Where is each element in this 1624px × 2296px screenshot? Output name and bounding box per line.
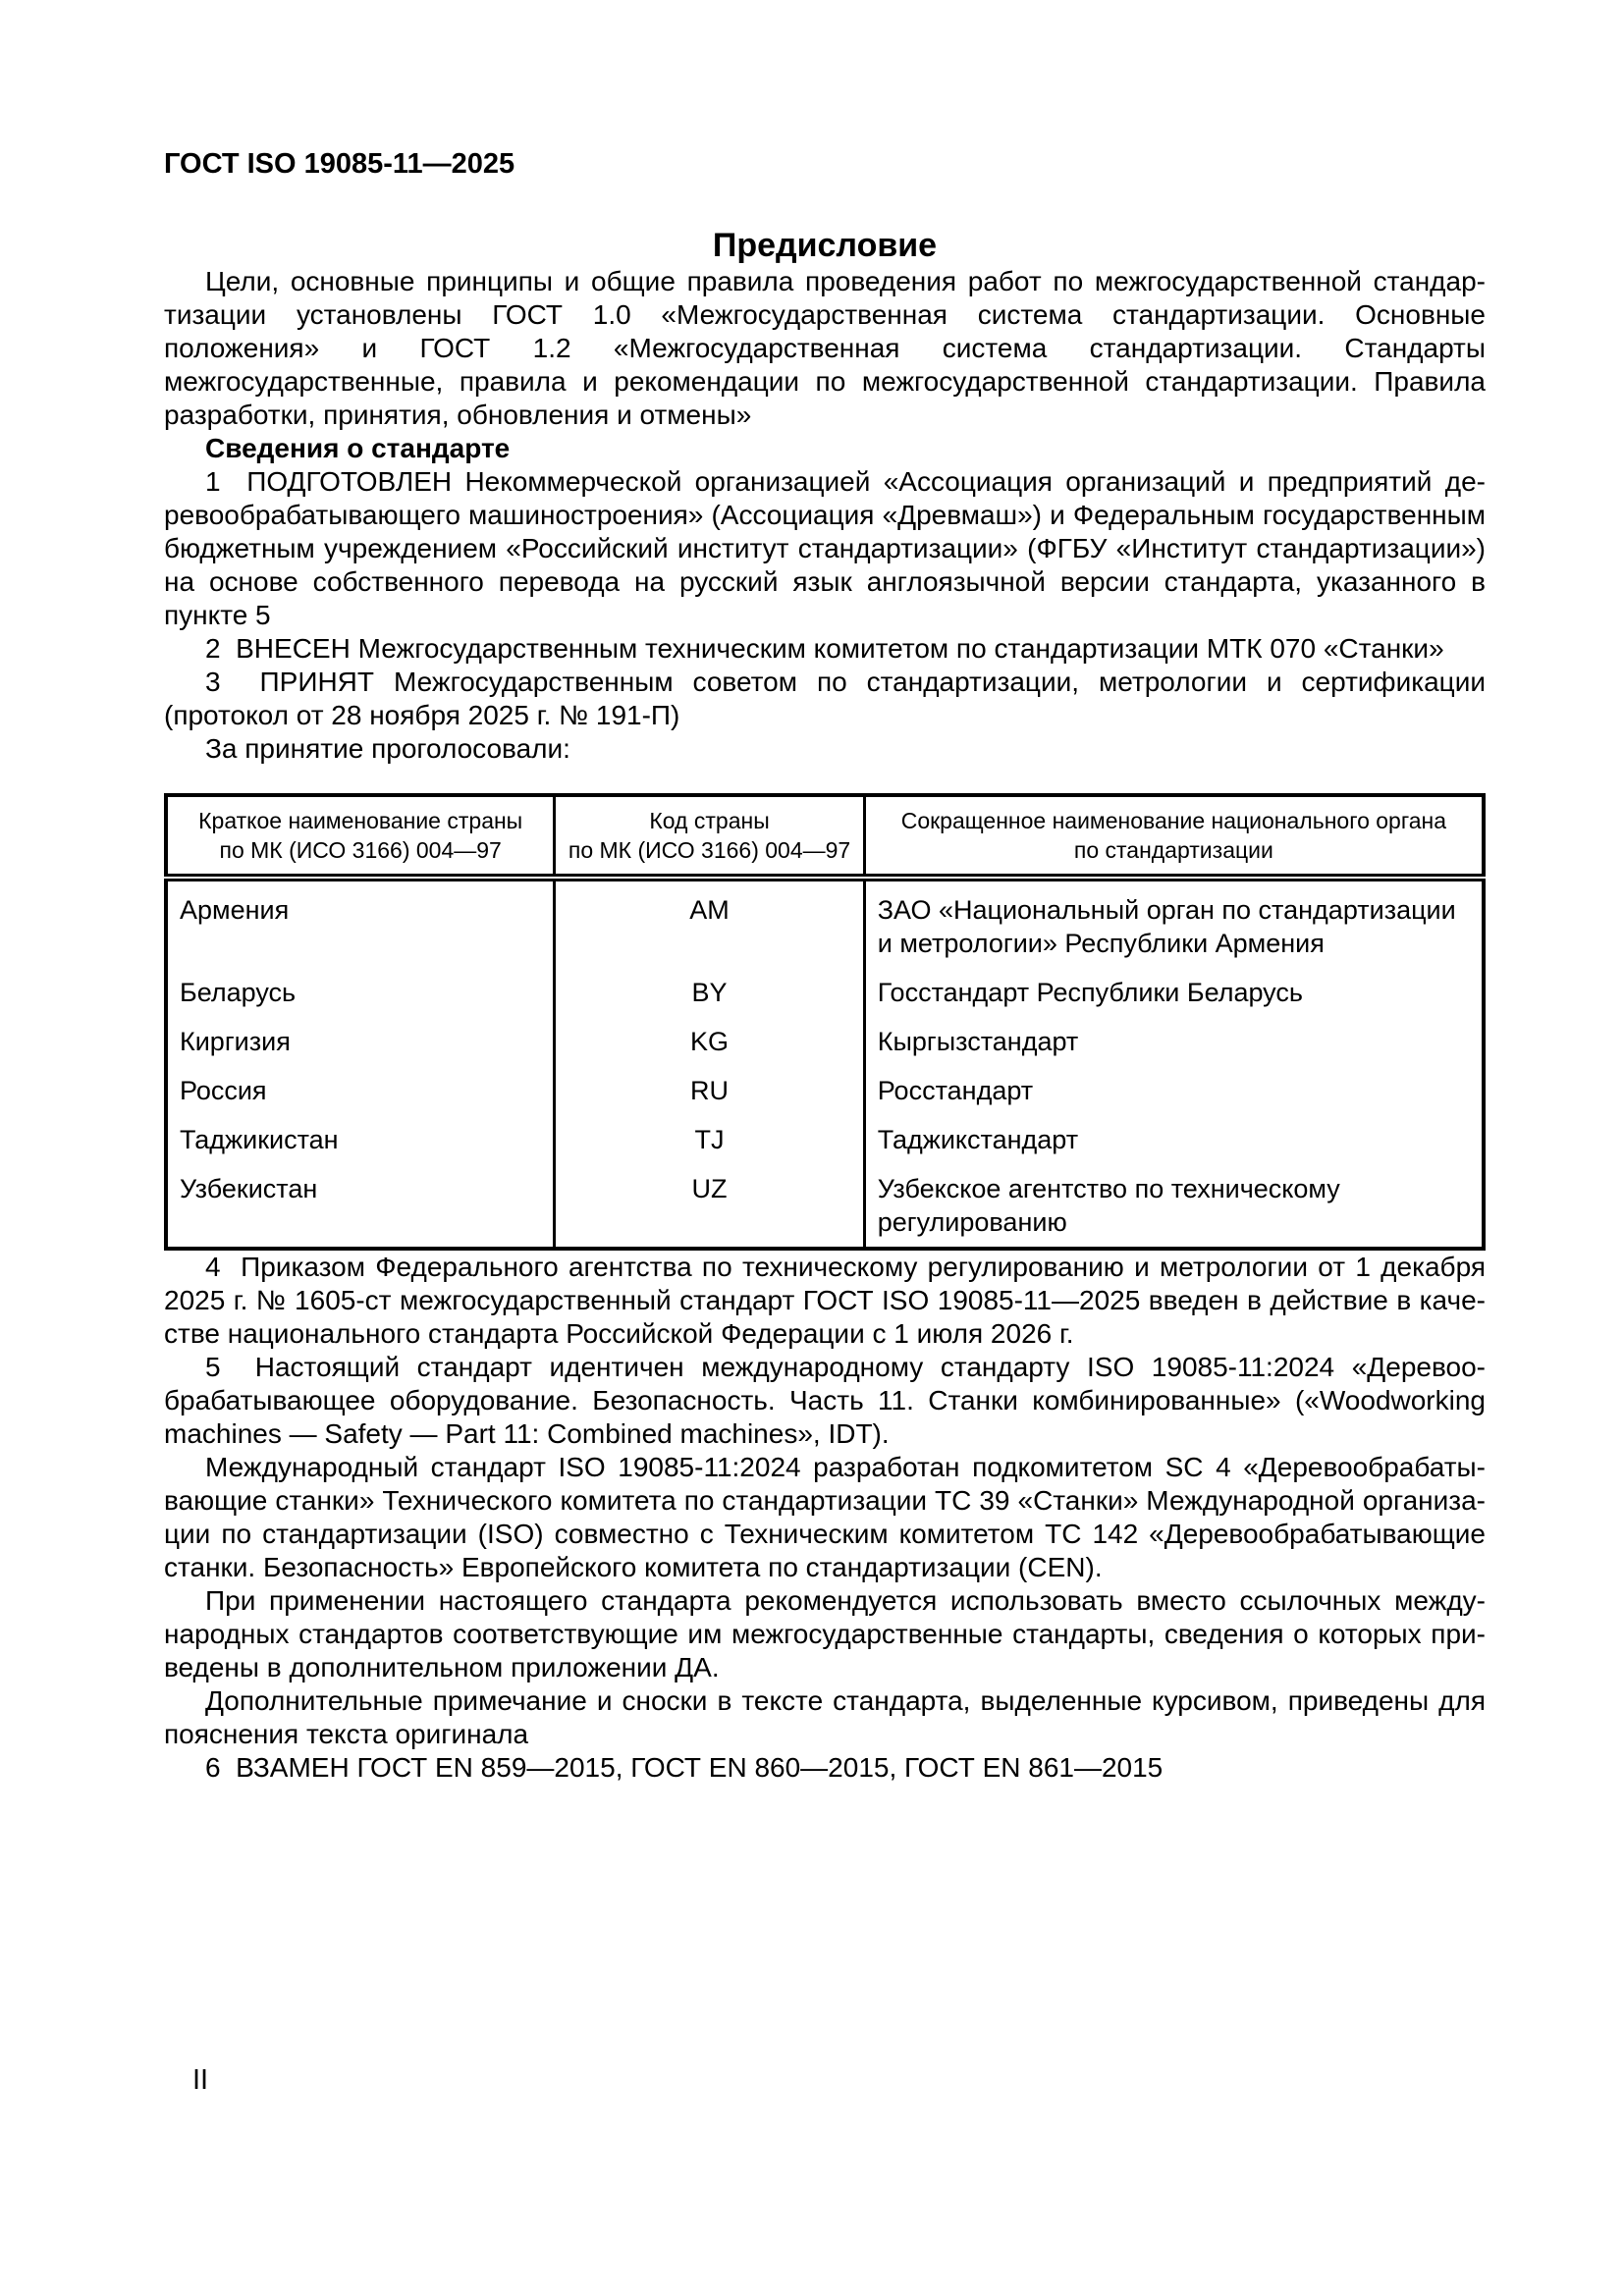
table-row (166, 1164, 1484, 1249)
table-row (166, 1115, 1484, 1164)
page-title: Предисловие (712, 227, 938, 264)
foreword-item-5-note-2: При применении настоящего стандарта рекомендуется использовать вместо ссылочных международных стандартов соответствующие им межгосударственные стандарты, сведения о которых приведены в дополнительном приложении ДА. (164, 1585, 1486, 1682)
column-header-country-line-1: Краткое наименование страны (198, 808, 523, 833)
table-header-row (166, 795, 1484, 878)
cell-country-code: RU (555, 1066, 864, 1115)
column-header-org-line-2: по стандартизации (1073, 837, 1273, 863)
cell-standards-org: Кыргызстандарт (864, 1017, 1484, 1066)
foreword-item-6: 6 ВЗАМЕН ГОСТ EN 859—2015, ГОСТ EN 860—2015, ГОСТ EN 861—2015 (205, 1752, 1164, 1783)
voting-countries-table (164, 793, 1486, 1251)
foreword-item-4: 4 Приказом Федерального агентства по техническому регулированию и метрологии от 1 декабря 2025 г. № 1605-ст межгосударственный стандарт ГОСТ ISO 19085-11—2025 введен в действие в качестве национального стандарта Российской Федерации с 1 июля 2026 г. (164, 1252, 1486, 1349)
column-header-org-line-1: Сокращенное наименование национального органа (900, 808, 1447, 833)
cell-country-code: UZ (555, 1164, 864, 1249)
cell-country-code: TJ (555, 1115, 864, 1164)
column-header-country-line-2: по МК (ИСО 3166) 004—97 (219, 837, 502, 863)
foreword-intro-paragraph: Цели, основные принципы и общие правила проведения работ по межгосударственной стандартизации установлены ГОСТ 1.0 «Межгосударственная система стандартизации. Основные положения» и ГОСТ 1.2 «Межгосударственная система стандартизации. Стандарты межгосударственные, правила и рекомендации по межгосударственной стандартизации. Правила разработки, принятия, обновления и отмены» (164, 266, 1486, 430)
cell-country: Таджикистан (166, 1115, 555, 1164)
cell-standards-org: Госстандарт Республики Беларусь (864, 968, 1484, 1017)
vote-caption: За принятие проголосовали: (205, 733, 570, 764)
cell-country-code: KG (555, 1017, 864, 1066)
table-row (166, 878, 1484, 968)
column-header-code (555, 795, 864, 878)
foreword-item-1: 1 ПОДГОТОВЛЕН Некоммерческой организацией «Ассоциация организаций и предприятий деревообрабатывающего машиностроения» (Ассоциация «Древмаш») и Федеральным государственным бюджетным учреждением «Российский институт стандартизации» (ФГБУ «Институт стандартизации») на основе собственного перевода на русский язык англоязычной версии стандарта, указанного в пункте 5 (164, 466, 1486, 630)
foreword-item-2: 2 ВНЕСЕН Межгосударственным техническим комитетом по стандартизации МТК 070 «Станки» (205, 633, 1444, 664)
standard-info-heading: Сведения о стандарте (205, 433, 511, 463)
table-row (166, 968, 1484, 1017)
column-header-country (166, 795, 555, 878)
page-number: II (192, 2064, 209, 2096)
cell-standards-org: Узбекское агентство по техническому регулированию (864, 1164, 1484, 1249)
cell-standards-org: ЗАО «Национальный орган по стандартизации и метрологии» Республики Армения (864, 878, 1484, 968)
cell-country-code: AM (555, 878, 864, 968)
cell-country: Беларусь (166, 968, 555, 1017)
cell-standards-org: Росстандарт (864, 1066, 1484, 1115)
doc-code-header: ГОСТ ISO 19085-11—2025 (164, 148, 515, 180)
cell-country: Киргизия (166, 1017, 555, 1066)
cell-country-code: BY (555, 968, 864, 1017)
cell-country: Узбекистан (166, 1164, 555, 1249)
cell-country: Россия (166, 1066, 555, 1115)
page-content (164, 147, 1486, 1785)
foreword-item-5: 5 Настоящий стандарт идентичен международному стандарту ISO 19085-11:2024 «Деревообрабатывающее оборудование. Безопасность. Часть 11. Станки комбинированные» («Woodworking machines — Safety — Part 11: Combined machines», IDT). (164, 1352, 1486, 1449)
column-header-code-line-1: Код страны (649, 808, 770, 833)
cell-standards-org: Таджикстандарт (864, 1115, 1484, 1164)
column-header-code-line-2: по МК (ИСО 3166) 004—97 (568, 837, 851, 863)
foreword-item-5-note-3: Дополнительные примечание и сноски в тексте стандарта, выделенные курсивом, приведены для пояснения текста оригинала (164, 1685, 1486, 1749)
column-header-org (864, 795, 1484, 878)
foreword-item-5-note-1: Международный стандарт ISO 19085-11:2024 разработан подкомитетом SC 4 «Деревообрабатывающие станки» Технического комитета по стандартизации ТС 39 «Станки» Международной организации по стандартизации (ISO) совместно с Техническим комитетом ТС 142 «Деревообрабатывающие станки. Безопасность» Европейского комитета по стандартизации (CEN). (164, 1452, 1486, 1582)
table-row (166, 1017, 1484, 1066)
table-row (166, 1066, 1484, 1115)
foreword-item-3: 3 ПРИНЯТ Межгосударственным советом по стандартизации, метрологии и сертификации (протокол от 28 ноября 2025 г. № 191-П) (164, 667, 1486, 730)
cell-country: Армения (166, 878, 555, 968)
